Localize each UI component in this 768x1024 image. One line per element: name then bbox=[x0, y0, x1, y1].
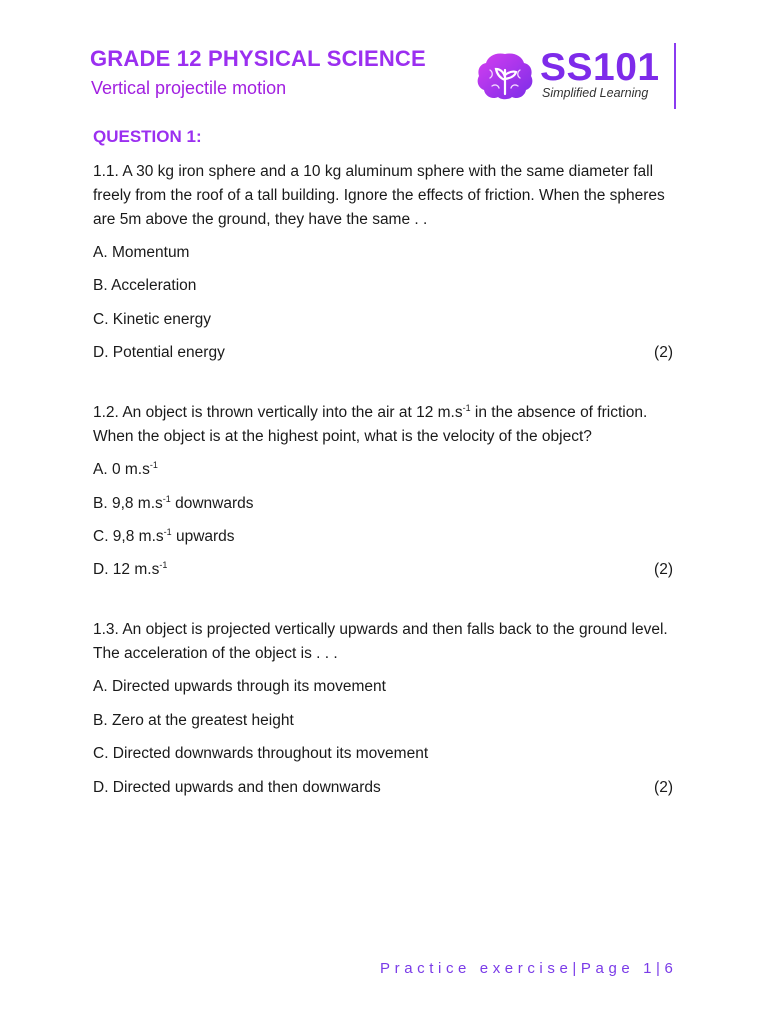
page-title: GRADE 12 PHYSICAL SCIENCE bbox=[90, 46, 426, 71]
question-text: A 30 kg iron sphere and a 10 kg aluminum sphere with the same diameter fall freely from the roof of a tall building. Ignore the effects of friction. When the spheres are 5m above the ground, they have the same . . bbox=[93, 163, 665, 228]
answer-option: A. Momentum bbox=[93, 244, 190, 261]
answer-option: C. Kinetic energy bbox=[93, 310, 212, 328]
page-subtitle: Vertical projectile motion bbox=[91, 78, 287, 98]
marks-label: (2) bbox=[654, 778, 673, 796]
question-list bbox=[93, 160, 673, 836]
question-number: 1.2. bbox=[93, 404, 119, 422]
brain-sprout-icon bbox=[476, 50, 534, 102]
question-number: 1.3. bbox=[93, 621, 119, 639]
question-stem: 1.2. An object is thrown vertically into the air at 12 $m.s^{-1}$ in the absence of friction. When the object is at the highest point, what is the velocity of the object? bbox=[93, 403, 648, 446]
answer-option: D. 12 $m.s^{-1}$ (2) bbox=[93, 558, 673, 582]
answer-option: A. 0 $m.s^{-1}$ bbox=[93, 460, 158, 479]
answer-option: C. Directed downwards throughout its movement bbox=[93, 745, 429, 763]
answer-option: C. 9,8 $m.s^{-1}$ upwards bbox=[93, 526, 235, 545]
logo-tagline: Simplified Learning bbox=[542, 86, 649, 100]
page-footer: Practice exercise|Page 1|6 bbox=[380, 960, 678, 977]
answer-option: A. Directed upwards through its movement bbox=[93, 678, 386, 696]
question-1-1 bbox=[93, 160, 673, 365]
answer-option: D. Potential energy (2) bbox=[93, 341, 673, 365]
answer-option: B. Acceleration bbox=[93, 277, 197, 295]
answer-option: B. 9,8 $m.s^{-1}$ downwards bbox=[93, 493, 254, 512]
header-divider bbox=[674, 43, 676, 109]
question-number: 1.1. bbox=[93, 163, 119, 180]
question-text: An object is projected vertically upwards and then falls back to the ground level. The acceleration of the object is . . . bbox=[93, 621, 668, 663]
brand-logo bbox=[476, 44, 676, 108]
answer-option: B. Zero at the greatest height bbox=[93, 711, 294, 729]
marks-label: (2) bbox=[654, 561, 673, 579]
answer-option: D. Directed upwards and then downwards (2) bbox=[93, 776, 673, 800]
question-1-2 bbox=[93, 401, 673, 582]
logo-wordmark: SS101 bbox=[540, 46, 660, 89]
marks-label: (2) bbox=[654, 344, 673, 362]
question-1-3 bbox=[93, 618, 673, 799]
question-stem bbox=[93, 618, 673, 666]
question-heading: QUESTION 1: bbox=[93, 127, 202, 146]
question-stem bbox=[93, 160, 673, 232]
